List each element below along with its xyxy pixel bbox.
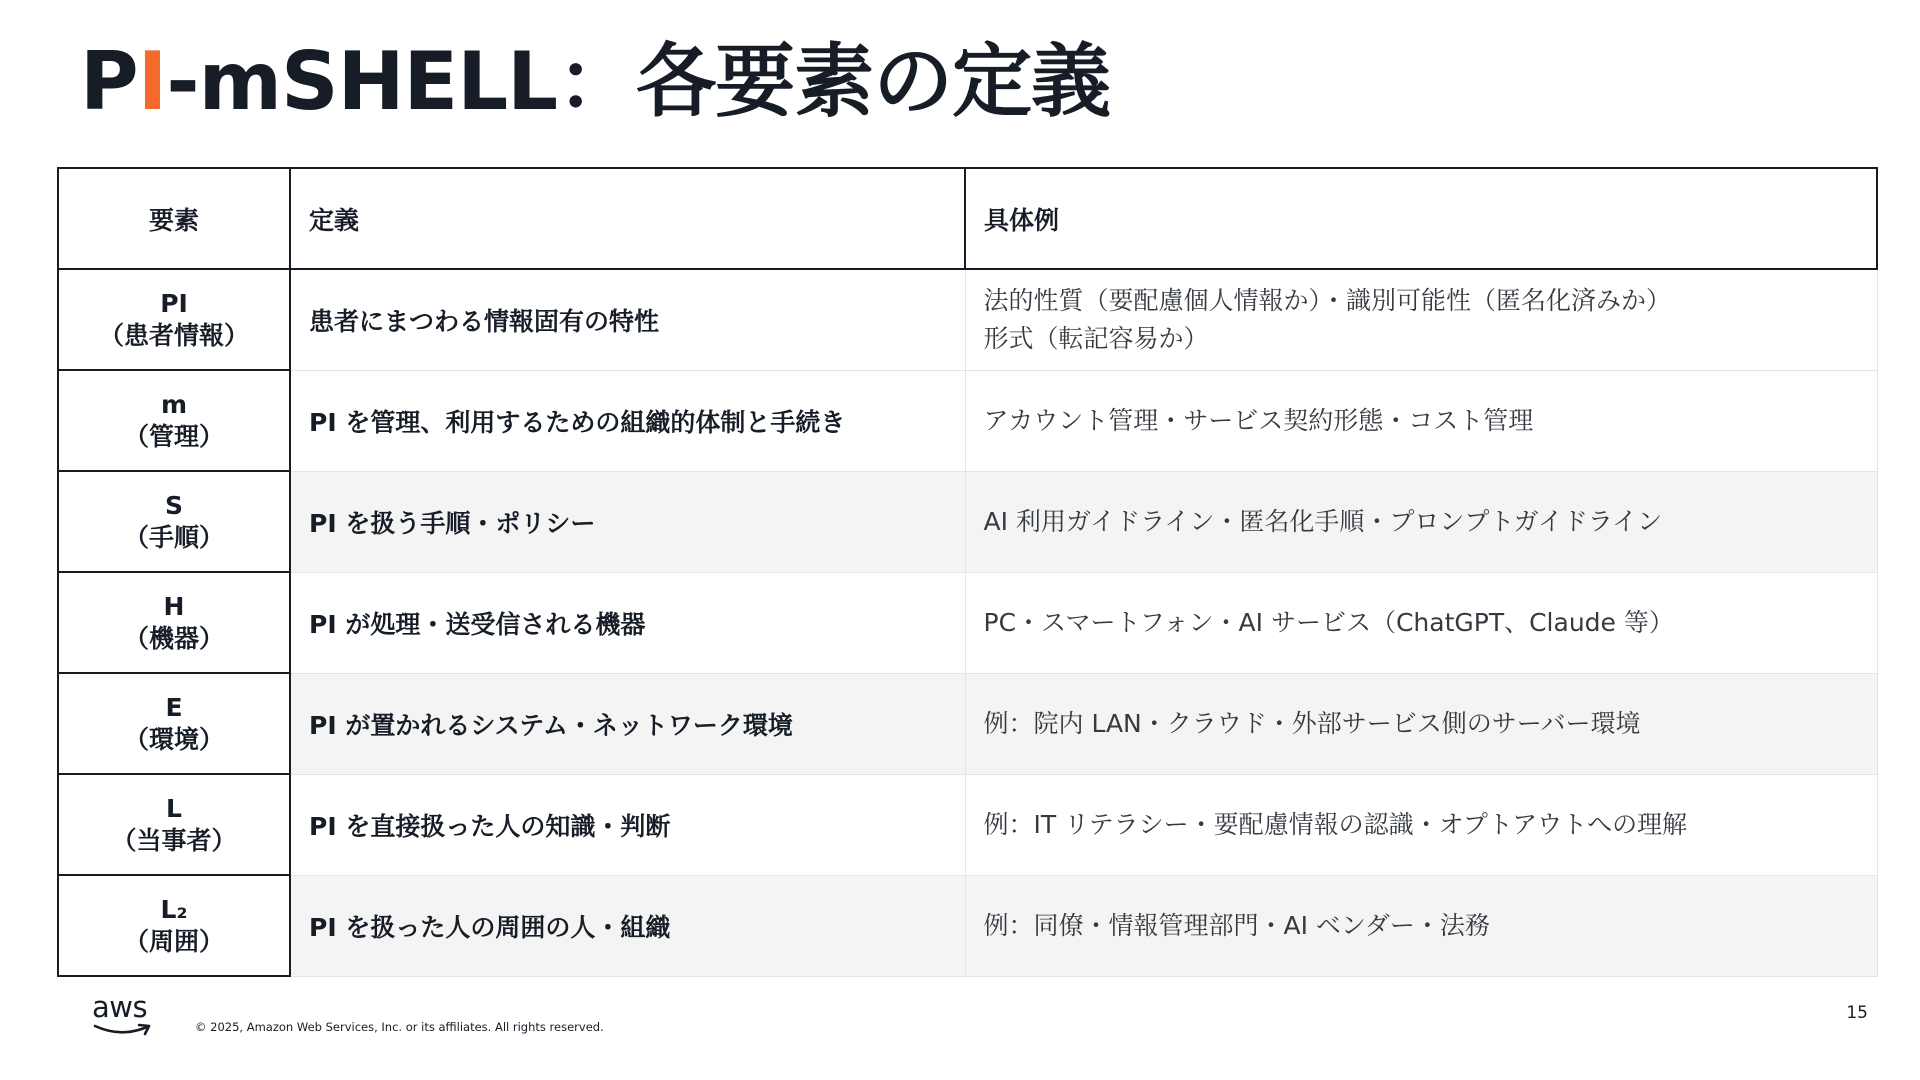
header-row [58,168,1877,269]
element-label: （機器） [123,623,224,653]
element-cell [58,673,290,774]
aws-logo-text: aws [92,990,148,1024]
element-code: E [165,693,183,723]
example-line: PC・スマートフォン・AI サービス（ChatGPT、Claude 等） [983,607,1674,637]
example-cell [965,875,1877,976]
element-label: （管理） [123,421,224,451]
element-cell [58,269,290,370]
definition-cell: PI を扱う手順・ポリシー [290,471,965,572]
header-element: 要素 [58,168,290,269]
example-cell [965,471,1877,572]
example-cell [965,673,1877,774]
table-row [58,774,1877,875]
example-cell [965,370,1877,471]
example-line: 例：同僚・情報管理部門・AI ベンダー・法務 [983,910,1490,940]
element-cell [58,774,290,875]
copyright-notice: © 2025, Amazon Web Services, Inc. or its affiliates. All rights reserved. [195,1020,604,1034]
title-suffix: -mSHELL：各要素の定義 [166,35,1111,128]
definition-cell: 患者にまつわる情報固有の特性 [290,269,965,370]
definition-cell: PI が処理・送受信される機器 [290,572,965,673]
example-line: 例：IT リテラシー・要配慮情報の認識・オプトアウトへの理解 [983,809,1688,839]
element-cell [58,875,290,976]
definition-cell: PI が置かれるシステム・ネットワーク環境 [290,673,965,774]
element-cell [58,572,290,673]
table-row [58,673,1877,774]
example-cell [965,572,1877,673]
element-label: （環境） [123,724,224,754]
element-code: L [166,794,182,824]
page-number: 15 [1846,1003,1868,1023]
table-row [58,572,1877,673]
table-row [58,370,1877,471]
example-line: AI 利用ガイドライン・匿名化手順・プロンプトガイドライン [983,506,1663,536]
example-cell [965,269,1877,370]
example-line: 例：院内 LAN・クラウド・外部サービス側のサーバー環境 [983,708,1641,738]
header-definition: 定義 [290,168,965,269]
element-code: PI [160,289,188,319]
example-line: 形式（転記容易か） [983,323,1209,353]
table-row [58,875,1877,976]
definition-cell: PI を管理、利用するための組織的体制と手続き [290,370,965,471]
aws-logo [92,990,156,1044]
element-label: （患者情報） [98,320,249,350]
header-example: 具体例 [965,168,1877,269]
element-code: L₂ [160,895,188,925]
element-label: （手順） [123,522,224,552]
table-row [58,471,1877,572]
table-header [58,168,1877,269]
example-line: アカウント管理・サービス契約形態・コスト管理 [983,405,1534,435]
title-accent-letter: I [137,35,167,128]
table-row [58,269,1877,370]
title-prefix: P [80,35,138,128]
slide-title [80,35,1111,128]
aws-smile-arrow-icon [93,1022,153,1038]
element-label: （周囲） [123,926,224,956]
definition-cell: PI を直接扱った人の知識・判断 [290,774,965,875]
element-code: H [163,592,185,622]
table-body [58,269,1877,976]
definitions-table [57,167,1878,977]
example-cell [965,774,1877,875]
element-cell [58,471,290,572]
example-line: 法的性質（要配慮個人情報か）・識別可能性（匿名化済みか） [983,286,1672,316]
element-code: m [160,390,188,420]
element-label: （当事者） [111,825,237,855]
definition-cell: PI を扱った人の周囲の人・組織 [290,875,965,976]
element-cell [58,370,290,471]
element-code: S [164,491,183,521]
